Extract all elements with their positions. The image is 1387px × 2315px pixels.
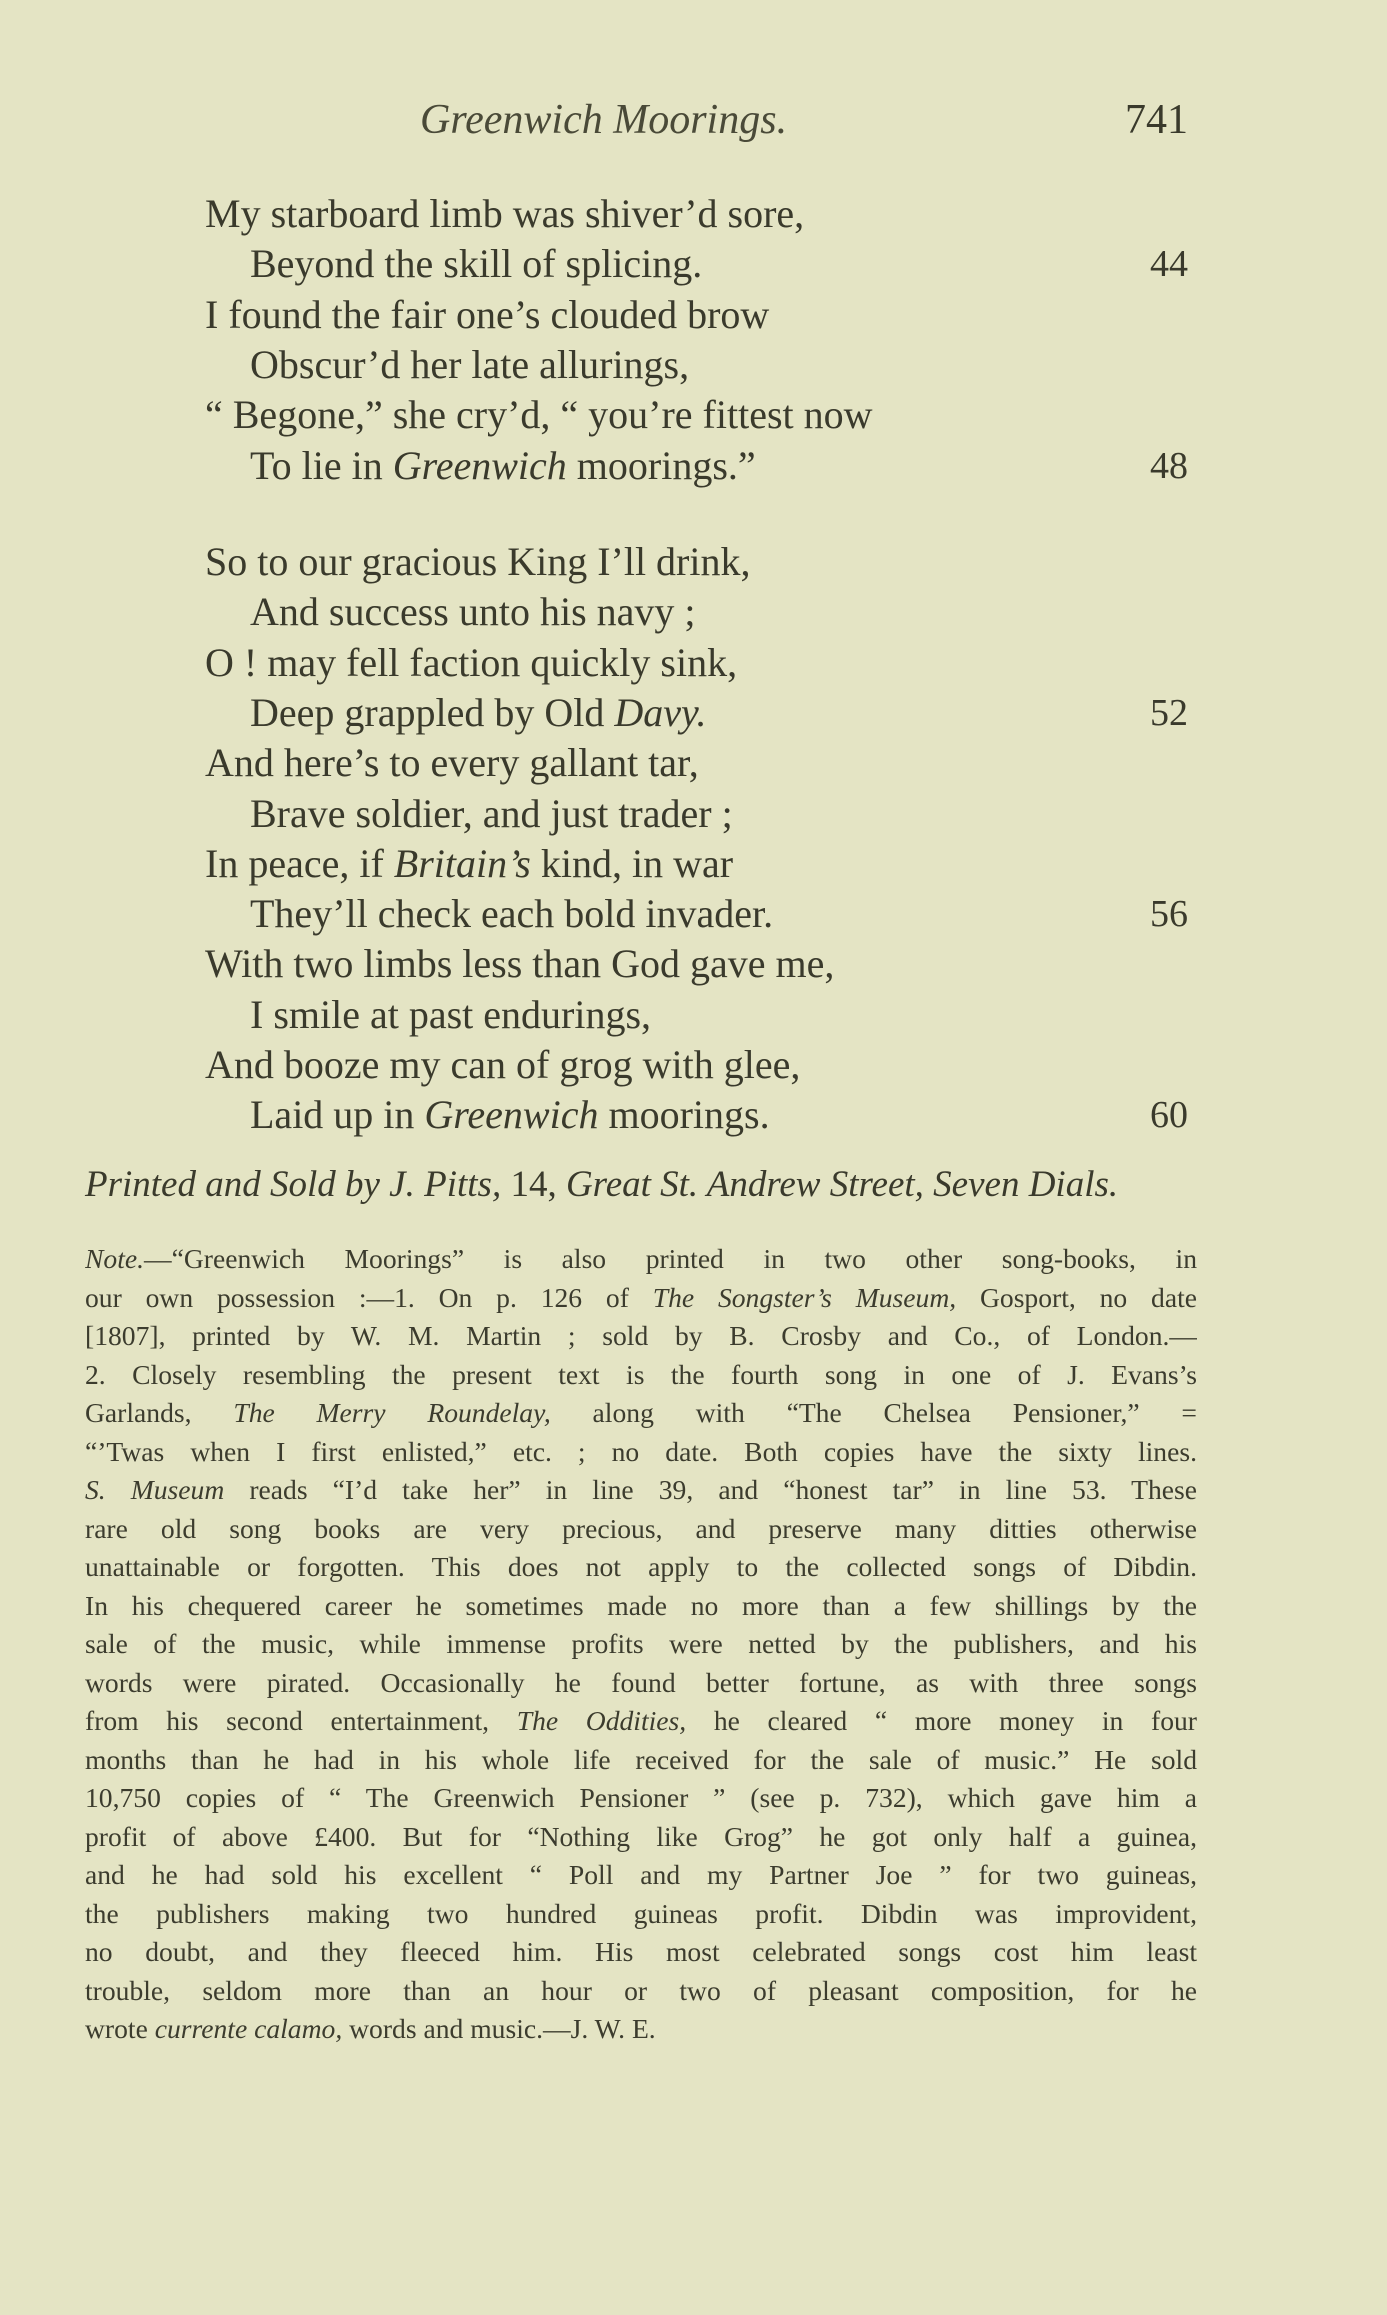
note-italic-text: The Merry Roundelay, bbox=[233, 1397, 551, 1428]
note-text: unattainable or forgotten. This does not apply to the collected songs of Dibdin. bbox=[85, 1551, 1197, 1582]
note-text: trouble, seldom more than an hour or two of pleasant composition, for he bbox=[85, 1974, 1197, 2006]
running-head bbox=[0, 96, 1387, 156]
imprint bbox=[85, 1163, 1205, 1206]
verse-text: Obscur’d her late allurings, bbox=[250, 341, 690, 387]
verse-line bbox=[205, 391, 873, 441]
verse-text: In peace, if bbox=[205, 840, 394, 886]
verse-line bbox=[250, 790, 733, 840]
note-text: 10,750 copies of “ The Greenwich Pensioner ” (see p. 732), which gave him a bbox=[85, 1782, 1197, 1813]
verse-italic-text: Davy. bbox=[614, 689, 707, 735]
note-text: he cleared “ more money in four bbox=[686, 1705, 1197, 1736]
verse-line bbox=[205, 1041, 800, 1091]
verse-line bbox=[205, 739, 699, 789]
verse-text: To lie in bbox=[250, 442, 393, 488]
note-text: Gosport, no date bbox=[956, 1281, 1197, 1313]
verse-line bbox=[205, 639, 737, 689]
verse-text: kind, in war bbox=[530, 840, 734, 886]
verse-text: They’ll check each bold invader. bbox=[250, 891, 774, 937]
note-line bbox=[85, 1433, 1197, 1472]
verse-line bbox=[250, 341, 689, 391]
note-line bbox=[85, 1625, 1197, 1664]
note-text: no doubt, and they fleeced him. His most celebrated songs cost him least bbox=[85, 1936, 1197, 1967]
note-text: [1807], printed by W. M. Martin ; sold by B. Crosby and Co., of London.— bbox=[85, 1320, 1197, 1351]
note-line bbox=[85, 1471, 1197, 1510]
verse-italic-text: Greenwich bbox=[424, 1092, 599, 1138]
note-line bbox=[85, 1510, 1197, 1549]
verse-text: I found the fair one’s clouded brow bbox=[205, 291, 770, 337]
note-text: months than he had in his whole life received for the sale of music.” He sold bbox=[85, 1743, 1197, 1775]
verse-line bbox=[205, 291, 769, 341]
note-text: profit of above £400. But for “Nothing like Grog” he got only half a guinea, bbox=[85, 1820, 1197, 1852]
verse-text: With two limbs less than God gave me, bbox=[205, 941, 835, 987]
verse-italic-text: Greenwich bbox=[392, 442, 567, 488]
note-italic-text: Note. bbox=[85, 1243, 145, 1274]
note-line bbox=[85, 1279, 1197, 1318]
note-line bbox=[85, 1587, 1197, 1626]
verse-text: And here’s to every gallant tar, bbox=[205, 740, 699, 786]
running-title: Greenwich Moorings. bbox=[420, 97, 788, 143]
verse-italic-text: Britain’s bbox=[393, 840, 531, 886]
note-line bbox=[85, 1240, 1197, 1279]
verse-text: O ! may fell faction quickly sink, bbox=[205, 639, 738, 685]
verse-text: Beyond the skill of splicing. bbox=[250, 241, 703, 287]
imprint-printer: Printed and Sold by J. Pitts, bbox=[85, 1164, 502, 1205]
note-text: rare old song books are very precious, and preserve many ditties otherwise bbox=[85, 1512, 1197, 1544]
verse-line bbox=[250, 240, 702, 290]
note-italic-text: The Songster’s Museum, bbox=[652, 1281, 957, 1313]
imprint-number: 14, bbox=[501, 1164, 566, 1205]
verse-line bbox=[250, 890, 773, 940]
verse-line bbox=[250, 442, 756, 492]
verse-line bbox=[205, 538, 751, 588]
note-line bbox=[85, 1356, 1197, 1395]
editorial-note bbox=[85, 1240, 1197, 2049]
verse-line bbox=[250, 588, 696, 638]
verse-line bbox=[250, 991, 651, 1041]
note-text: along with “The Chelsea Pensioner,” = bbox=[550, 1397, 1197, 1428]
note-text: —“Greenwich Moorings” is also printed in two other song-books, in bbox=[144, 1243, 1197, 1274]
verse-text: My starboard limb was shiver’d sore, bbox=[205, 191, 805, 236]
note-line bbox=[85, 2010, 1197, 2049]
note-text: words and music.—J. W. E. bbox=[342, 2013, 656, 2044]
note-line bbox=[85, 1664, 1197, 1703]
note-line bbox=[85, 1548, 1197, 1587]
note-text: sale of the music, while immense profits were netted by the publishers, and his bbox=[85, 1628, 1197, 1659]
verse-text: So to our gracious King I’ll drink, bbox=[205, 539, 751, 584]
note-italic-text: The Oddities, bbox=[516, 1705, 687, 1736]
note-line bbox=[85, 1702, 1197, 1741]
verse-text: moorings. bbox=[598, 1092, 770, 1138]
verse-text: Deep grappled by Old bbox=[250, 689, 615, 735]
note-text: and he had sold his excellent “ Poll and my Partner Joe ” for two guineas, bbox=[85, 1859, 1197, 1890]
verse-text: And success unto his navy ; bbox=[250, 589, 696, 635]
verse-text: Brave soldier, and just trader ; bbox=[250, 790, 733, 836]
note-italic-text: S. Museum bbox=[85, 1474, 225, 1505]
note-line bbox=[85, 1741, 1197, 1780]
note-text: reads “I’d take her” in line 39, and “honest tar” in line 53. These bbox=[224, 1474, 1197, 1505]
note-text: Garlands, bbox=[85, 1397, 234, 1428]
verse-text: And booze my can of grog with glee, bbox=[205, 1042, 801, 1087]
note-text: wrote bbox=[85, 2013, 155, 2044]
note-line bbox=[85, 1895, 1197, 1934]
note-line bbox=[85, 1933, 1197, 1972]
note-text: from his second entertainment, bbox=[85, 1705, 517, 1736]
verse-text: moorings.” bbox=[566, 442, 756, 488]
note-line bbox=[85, 1779, 1197, 1818]
verse-line bbox=[250, 1091, 770, 1141]
note-line bbox=[85, 1394, 1197, 1433]
line-number: 60 bbox=[1150, 1094, 1188, 1137]
note-line bbox=[85, 1972, 1197, 2011]
line-number: 52 bbox=[1150, 691, 1188, 734]
note-line bbox=[85, 1317, 1197, 1356]
note-line bbox=[85, 1856, 1197, 1895]
note-text: In his chequered career he sometimes made no more than a few shillings by the bbox=[85, 1589, 1197, 1621]
page-number: 741 bbox=[1125, 97, 1188, 143]
note-italic-text: currente calamo, bbox=[154, 2013, 343, 2044]
note-line bbox=[85, 1818, 1197, 1857]
verse-text: I smile at past endurings, bbox=[250, 991, 652, 1037]
verse-line bbox=[250, 689, 707, 739]
line-number: 44 bbox=[1150, 243, 1188, 286]
verse-line bbox=[205, 190, 804, 240]
verse-line bbox=[205, 840, 733, 890]
line-number: 56 bbox=[1150, 893, 1188, 936]
note-text: “’Twas when I first enlisted,” etc. ; no date. Both copies have the sixty lines. bbox=[85, 1435, 1197, 1467]
verse-line bbox=[205, 940, 834, 990]
note-text: 2. Closely resembling the present text is the fourth song in one of J. Evans’s bbox=[85, 1358, 1197, 1390]
imprint-address: Great St. Andrew Street, Seven Dials. bbox=[565, 1164, 1119, 1205]
note-text: our own possession :—1. On p. 126 of bbox=[85, 1281, 653, 1313]
verse-text: “ Begone,” she cry’d, “ you’re fittest now bbox=[205, 392, 873, 438]
line-number: 48 bbox=[1150, 444, 1188, 487]
verse-text: Laid up in bbox=[250, 1092, 425, 1138]
note-text: words were pirated. Occasionally he found better fortune, as with three songs bbox=[85, 1666, 1197, 1698]
note-text: the publishers making two hundred guineas profit. Dibdin was improvident, bbox=[85, 1897, 1197, 1929]
